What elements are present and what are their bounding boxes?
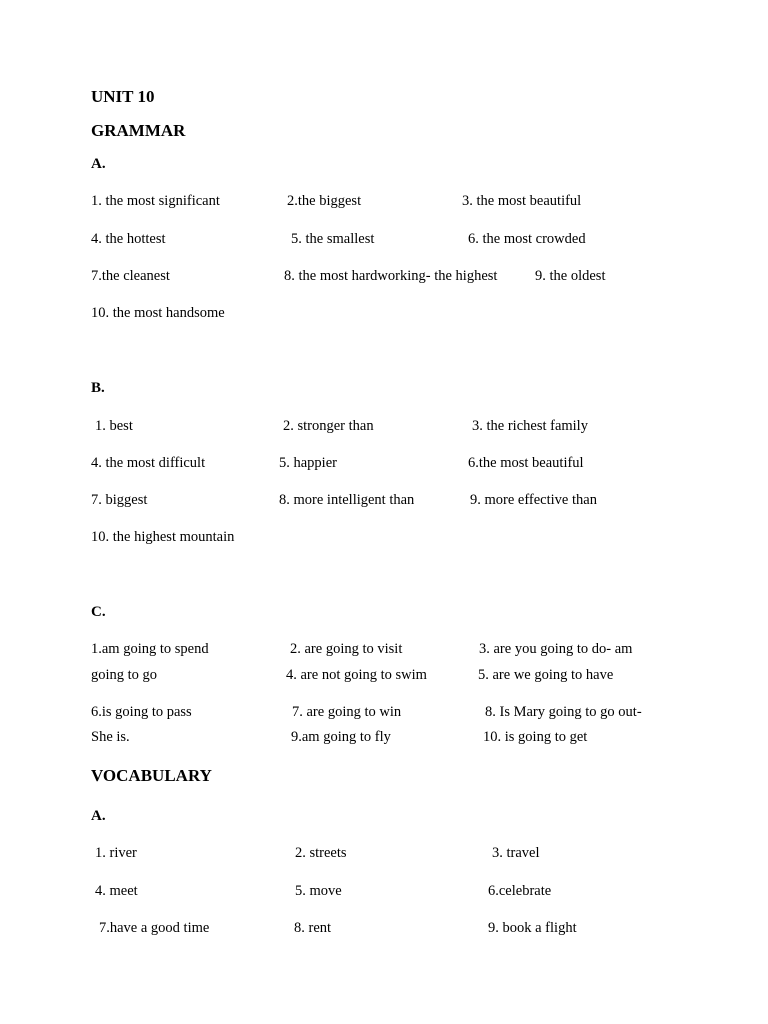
grammar-a-item: 5. the smallest (291, 231, 375, 247)
grammar-a-item: 9. the oldest (535, 268, 606, 284)
grammar-section-a-label: A. (91, 156, 106, 172)
grammar-a-item: 6. the most crowded (468, 231, 586, 247)
grammar-c-item: 8. Is Mary going to go out- (485, 704, 642, 720)
grammar-c-item: going to go (91, 667, 158, 683)
grammar-b-item: 1. best (95, 418, 133, 434)
grammar-a-item: 10. the most handsome (91, 305, 225, 321)
grammar-a-item: 2.the biggest (287, 193, 362, 209)
grammar-b-item: 2. stronger than (283, 418, 374, 434)
grammar-section-b-label: B. (91, 380, 105, 396)
grammar-c-item: 7. are going to win (292, 704, 402, 720)
grammar-heading: GRAMMAR (91, 121, 186, 140)
vocabulary-heading: VOCABULARY (91, 766, 212, 785)
vocabulary-a-item: 6.celebrate (488, 883, 552, 899)
grammar-b-item: 6.the most beautiful (468, 455, 584, 471)
vocabulary-a-item: 4. meet (95, 883, 138, 899)
grammar-c-item: 5. are we going to have (478, 667, 614, 683)
grammar-b-item: 4. the most difficult (91, 455, 206, 471)
grammar-c-item: 2. are going to visit (290, 641, 403, 657)
vocabulary-section-a-label: A. (91, 808, 106, 824)
grammar-c-item: 6.is going to pass (91, 704, 192, 720)
grammar-c-item: 3. are you going to do- am (479, 641, 633, 657)
grammar-a-item: 4. the hottest (91, 231, 166, 247)
grammar-b-item: 3. the richest family (472, 418, 588, 434)
grammar-a-item: 3. the most beautiful (462, 193, 582, 209)
grammar-b-item: 5. happier (279, 455, 337, 471)
vocabulary-a-item: 2. streets (295, 845, 347, 861)
grammar-b-item: 10. the highest mountain (91, 529, 235, 545)
grammar-b-item: 9. more effective than (470, 492, 597, 508)
grammar-section-c-label: C. (91, 604, 106, 620)
grammar-c-item: 9.am going to fly (291, 729, 391, 745)
vocabulary-a-item: 1. river (95, 845, 137, 861)
vocabulary-a-item: 8. rent (294, 920, 332, 936)
vocabulary-a-item: 7.have a good time (99, 920, 210, 936)
vocabulary-a-item: 3. travel (492, 845, 540, 861)
grammar-c-item: She is. (91, 729, 130, 745)
unit-title: UNIT 10 (91, 87, 155, 106)
grammar-a-item: 7.the cleanest (91, 268, 170, 284)
grammar-c-item: 10. is going to get (483, 729, 588, 745)
vocabulary-a-item: 5. move (295, 883, 342, 899)
vocabulary-a-item: 9. book a flight (488, 920, 577, 936)
grammar-a-item: 8. the most hardworking- the highest (284, 268, 498, 284)
grammar-b-item: 7. biggest (91, 492, 148, 508)
grammar-a-item: 1. the most significant (91, 193, 220, 209)
grammar-c-item: 1.am going to spend (91, 641, 209, 657)
grammar-b-item: 8. more intelligent than (279, 492, 415, 508)
grammar-c-item: 4. are not going to swim (286, 667, 427, 683)
